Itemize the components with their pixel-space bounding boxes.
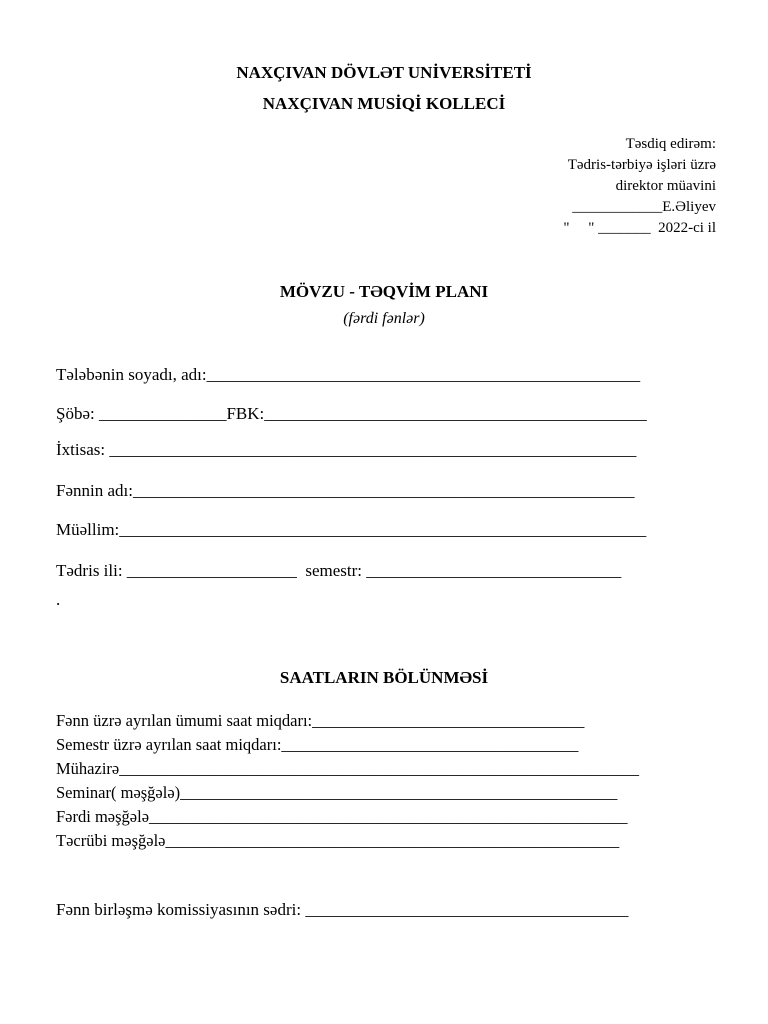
- specialty-field: İxtisas: ______________________________________________________________: [56, 440, 637, 459]
- approval-signature-line: ____________E.Əliyev: [572, 199, 716, 215]
- student-name-field: Tələbənin soyadı, adı:___________________________________________________: [56, 365, 641, 384]
- university-name: NAXÇIVAN DÖVLƏT UNİVERSİTETİ: [236, 63, 532, 82]
- academic-year-field: Tədris ili: ____________________ semestr: ______________________________: [56, 561, 622, 580]
- individual-lesson-field: Fərdi məşğələ__________________________________________________________: [56, 807, 628, 826]
- department-field: Şöbə: _______________FBK:_____________________________________________: [56, 404, 647, 423]
- page-title: MÖVZU - TƏQVİM PLANI: [279, 282, 489, 301]
- approval-line-2: Tədris-tərbiyə işləri üzrə: [567, 157, 716, 173]
- approval-line-1: Təsdiq edirəm:: [625, 136, 716, 152]
- teacher-field: Müəllim:______________________________________________________________: [56, 520, 647, 539]
- total-hours-field: Fənn üzrə ayrılan ümumi saat miqdarı:_________________________________: [56, 711, 585, 730]
- practical-lesson-field: Təcrübi məşğələ_______________________________________________________: [56, 831, 620, 850]
- seminar-field: Seminar( məşğələ)_____________________________________________________: [56, 783, 618, 802]
- approval-date-line: " " _______ 2022-ci il: [563, 220, 716, 236]
- semester-hours-field: Semestr üzrə ayrılan saat miqdarı:____________________________________: [56, 735, 579, 754]
- college-name: NAXÇIVAN MUSİQİ KOLLECİ: [262, 94, 506, 113]
- lecture-field: Mühazirə_______________________________________________________________: [56, 759, 639, 778]
- subject-field: Fənnin adı:___________________________________________________________: [56, 481, 635, 500]
- hours-heading: SAATLARIN BÖLÜNMƏSİ: [279, 668, 489, 687]
- commission-chair-field: Fənn birləşmə komissiyasının sədri: ______________________________________: [56, 900, 629, 919]
- stray-dot: .: [56, 590, 61, 609]
- approval-line-3: direktor müavini: [615, 178, 716, 194]
- page-subtitle: (fərdi fənlər): [343, 310, 425, 327]
